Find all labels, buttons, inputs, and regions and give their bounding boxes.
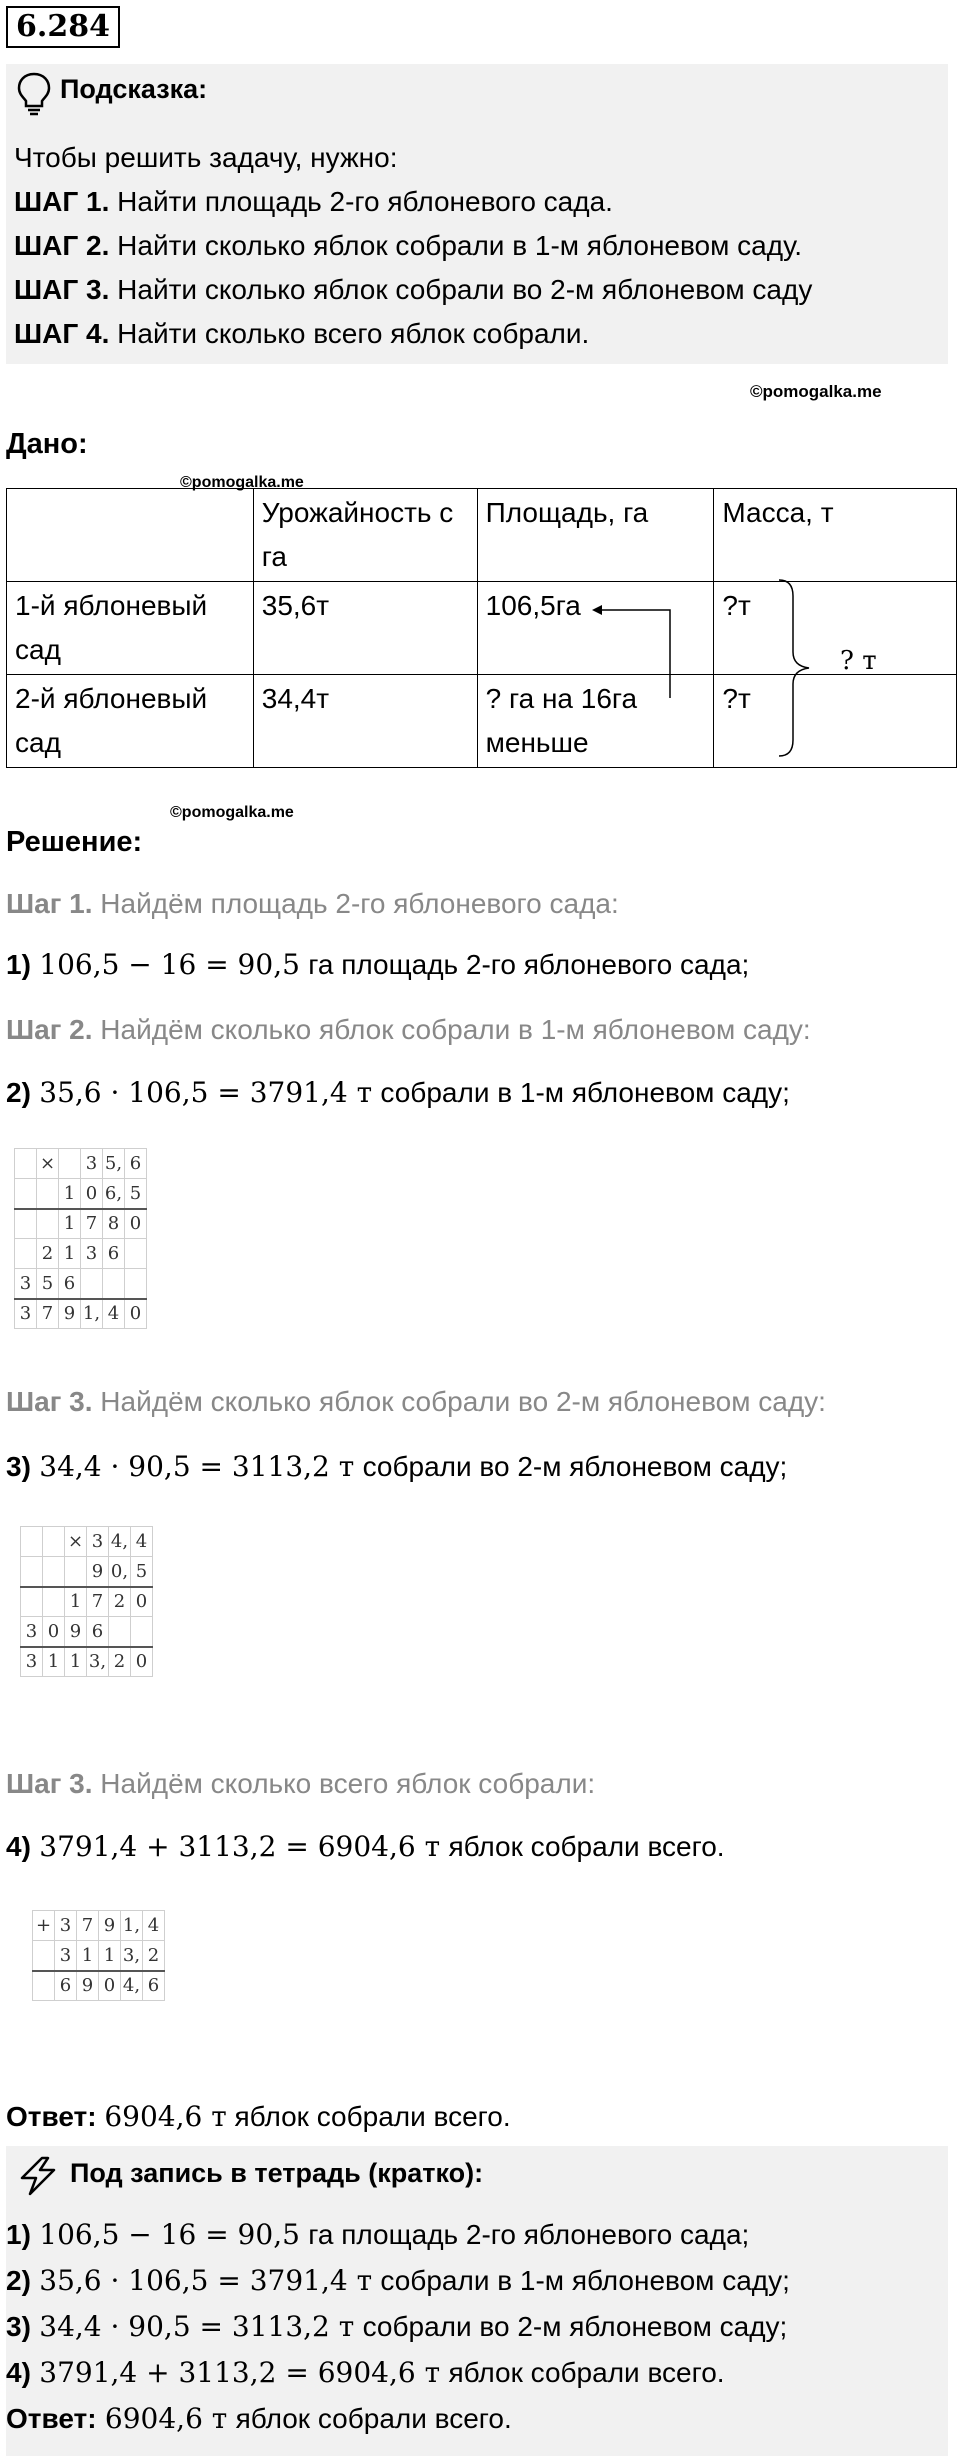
grid-cell: [15, 1209, 37, 1239]
grid-cell: 7: [37, 1299, 59, 1329]
grid-cell: 6,: [103, 1179, 125, 1209]
grid-cell: [15, 1149, 37, 1179]
task-number: 6.284: [6, 6, 120, 48]
notebook-line: 4) 3791,4 + 3113,2 = 6904,6 т яблок собрали всего.: [6, 2356, 725, 2389]
notebook-line: 3) 34,4 · 90,5 = 3113,2 т собрали во 2-м яблоневом саду;: [6, 2310, 788, 2343]
grid-row: [15, 1269, 147, 1299]
grid-cell: 5: [37, 1269, 59, 1299]
grid-cell: 2: [37, 1239, 59, 1269]
grid-row: [21, 1587, 153, 1617]
notebook-line: 1) 106,5 − 16 = 90,5 га площадь 2-го яблоневого сада;: [6, 2218, 750, 2251]
step-heading: Шаг 1. Найдём площадь 2-го яблоневого сада:: [6, 888, 619, 919]
grid-cell: 8: [103, 1209, 125, 1239]
watermark: ©pomogalka.me: [180, 474, 304, 491]
grid-row: [15, 1149, 147, 1179]
grid-row: [33, 1941, 165, 1971]
lightning-icon: [16, 2156, 60, 2196]
lightbulb-icon: [14, 70, 54, 116]
grid-row: [15, 1239, 147, 1269]
grid-cell: 0: [99, 1971, 121, 2001]
notebook-title: Под запись в тетрадь (кратко):: [70, 2158, 484, 2188]
grid-cell: [33, 1971, 55, 2001]
grid-cell: 7: [77, 1911, 99, 1941]
grid-cell: 1,: [121, 1911, 143, 1941]
grid-cell: 7: [87, 1587, 109, 1617]
table-header-row: [7, 489, 957, 582]
multiplication-grid: [20, 1526, 153, 1677]
watermark: ©pomogalka.me: [170, 804, 294, 821]
table-cell: 106,5га: [477, 582, 714, 675]
grid-cell: 5,: [103, 1149, 125, 1179]
grid-cell: 0: [81, 1179, 103, 1209]
addition-grid: [32, 1910, 165, 2001]
grid-row: [21, 1647, 153, 1677]
grid-cell: 1: [59, 1209, 81, 1239]
grid-cell: [43, 1527, 65, 1557]
grid-cell: 2: [109, 1587, 131, 1617]
grid-row: [21, 1617, 153, 1647]
grid-cell: 9: [65, 1617, 87, 1647]
grid-cell: [125, 1239, 147, 1269]
grid-cell: [131, 1617, 153, 1647]
grid-cell: 5: [131, 1557, 153, 1587]
grid-cell: [59, 1149, 81, 1179]
grid-cell: 1: [65, 1587, 87, 1617]
grid-cell: [109, 1617, 131, 1647]
grid-cell: 0: [43, 1617, 65, 1647]
grid-cell: [15, 1179, 37, 1209]
grid-cell: 6: [55, 1971, 77, 2001]
table-cell: [7, 489, 254, 582]
grid-cell: 6: [59, 1269, 81, 1299]
grid-cell: 6: [103, 1239, 125, 1269]
grid-cell: ×: [37, 1149, 59, 1179]
grid-cell: 7: [81, 1209, 103, 1239]
grid-cell: 9: [59, 1299, 81, 1329]
grid-row: [21, 1527, 153, 1557]
equation-line: 3) 34,4 · 90,5 = 3113,2 т собрали во 2-м яблоневом саду;: [6, 1450, 788, 1483]
grid-cell: 1: [43, 1647, 65, 1677]
grid-cell: 3: [81, 1149, 103, 1179]
equation-line: 1) 106,5 − 16 = 90,5 га площадь 2-го яблоневого сада;: [6, 948, 750, 981]
hint-step: ШАГ 2. Найти сколько яблок собрали в 1-м яблоневом саду.: [14, 230, 803, 261]
grid-cell: [43, 1557, 65, 1587]
brace-icon: [775, 578, 825, 758]
grid-cell: [21, 1557, 43, 1587]
grid-cell: 3: [15, 1269, 37, 1299]
grid-cell: [103, 1269, 125, 1299]
grid-row: [15, 1209, 147, 1239]
equation-line: 4) 3791,4 + 3113,2 = 6904,6 т яблок собрали всего.: [6, 1830, 725, 1863]
grid-cell: 4: [131, 1527, 153, 1557]
grid-cell: 1: [59, 1239, 81, 1269]
table-cell: Масса, т: [714, 489, 957, 582]
grid-cell: 5: [125, 1179, 147, 1209]
step-heading: Шаг 3. Найдём сколько всего яблок собрали:: [6, 1768, 596, 1799]
watermark: ©pomogalka.me: [750, 382, 882, 401]
grid-cell: 3,: [87, 1647, 109, 1677]
grid-cell: 4,: [121, 1971, 143, 2001]
table-cell: 1-й яблоневый сад: [7, 582, 254, 675]
notebook-line: 2) 35,6 · 106,5 = 3791,4 т собрали в 1-м яблоневом саду;: [6, 2264, 790, 2297]
solution-label: Решение:: [6, 826, 143, 858]
grid-cell: 6: [87, 1617, 109, 1647]
hint-step: ШАГ 3. Найти сколько яблок собрали во 2-м яблоневом саду: [14, 274, 813, 305]
grid-cell: 3: [55, 1911, 77, 1941]
grid-cell: 0: [125, 1209, 147, 1239]
grid-cell: [65, 1557, 87, 1587]
grid-cell: 1: [77, 1941, 99, 1971]
grid-cell: 0: [125, 1299, 147, 1329]
grid-cell: 3: [21, 1647, 43, 1677]
total-mass-label: ? т: [840, 646, 877, 676]
grid-cell: 4,: [109, 1527, 131, 1557]
grid-cell: [15, 1239, 37, 1269]
grid-cell: 6: [125, 1149, 147, 1179]
grid-cell: [21, 1527, 43, 1557]
grid-cell: 3: [55, 1941, 77, 1971]
table-cell: ?т: [714, 582, 957, 675]
grid-cell: 6: [143, 1971, 165, 2001]
grid-cell: 0: [131, 1647, 153, 1677]
table-cell: 35,6т: [253, 582, 477, 675]
hint-title: Подсказка:: [60, 74, 208, 104]
grid-cell: 0,: [109, 1557, 131, 1587]
equation-line: 2) 35,6 · 106,5 = 3791,4 т собрали в 1-м яблоневом саду;: [6, 1076, 790, 1109]
grid-cell: 3: [15, 1299, 37, 1329]
grid-cell: 3: [81, 1239, 103, 1269]
grid-row: [15, 1179, 147, 1209]
grid-cell: [43, 1587, 65, 1617]
grid-cell: 4: [103, 1299, 125, 1329]
multiplication-grid: [14, 1148, 147, 1329]
grid-cell: 0: [131, 1587, 153, 1617]
given-label: Дано:: [6, 428, 88, 460]
step-heading: Шаг 2. Найдём сколько яблок собрали в 1-м яблоневом саду:: [6, 1014, 811, 1045]
grid-cell: ×: [65, 1527, 87, 1557]
grid-cell: 9: [99, 1911, 121, 1941]
grid-cell: 3: [21, 1617, 43, 1647]
grid-cell: 1,: [81, 1299, 103, 1329]
grid-row: [33, 1911, 165, 1941]
table-cell: 2-й яблоневый сад: [7, 675, 254, 768]
step-heading: Шаг 3. Найдём сколько яблок собрали во 2-м яблоневом саду:: [6, 1386, 826, 1417]
notebook-answer: Ответ: 6904,6 т яблок собрали всего.: [6, 2402, 512, 2435]
relation-arrow: [590, 598, 680, 698]
grid-cell: 2: [109, 1647, 131, 1677]
grid-cell: 3: [87, 1527, 109, 1557]
grid-cell: 1: [59, 1179, 81, 1209]
grid-cell: [125, 1269, 147, 1299]
grid-row: [15, 1299, 147, 1329]
table-cell: ? га на 16га меньше: [477, 675, 714, 768]
hint-step: ШАГ 1. Найти площадь 2-го яблоневого сада.: [14, 186, 613, 217]
grid-cell: 4: [143, 1911, 165, 1941]
hint-intro: Чтобы решить задачу, нужно:: [14, 142, 398, 173]
table-cell: 34,4т: [253, 675, 477, 768]
grid-row: [33, 1971, 165, 2001]
grid-cell: 2: [143, 1941, 165, 1971]
grid-cell: 1: [99, 1941, 121, 1971]
grid-cell: 3,: [121, 1941, 143, 1971]
grid-cell: +: [33, 1911, 55, 1941]
answer-line: Ответ: 6904,6 т яблок собрали всего.: [6, 2100, 511, 2133]
grid-cell: 9: [77, 1971, 99, 2001]
grid-cell: [33, 1941, 55, 1971]
grid-cell: [37, 1179, 59, 1209]
table-cell: Площадь, га: [477, 489, 714, 582]
grid-cell: [37, 1209, 59, 1239]
grid-cell: 1: [65, 1647, 87, 1677]
grid-row: [21, 1557, 153, 1587]
grid-cell: [81, 1269, 103, 1299]
grid-cell: 9: [87, 1557, 109, 1587]
table-cell: ?т: [714, 675, 957, 768]
table-cell: Урожайность с га: [253, 489, 477, 582]
grid-cell: [21, 1587, 43, 1617]
hint-step: ШАГ 4. Найти сколько всего яблок собрали.: [14, 318, 590, 349]
